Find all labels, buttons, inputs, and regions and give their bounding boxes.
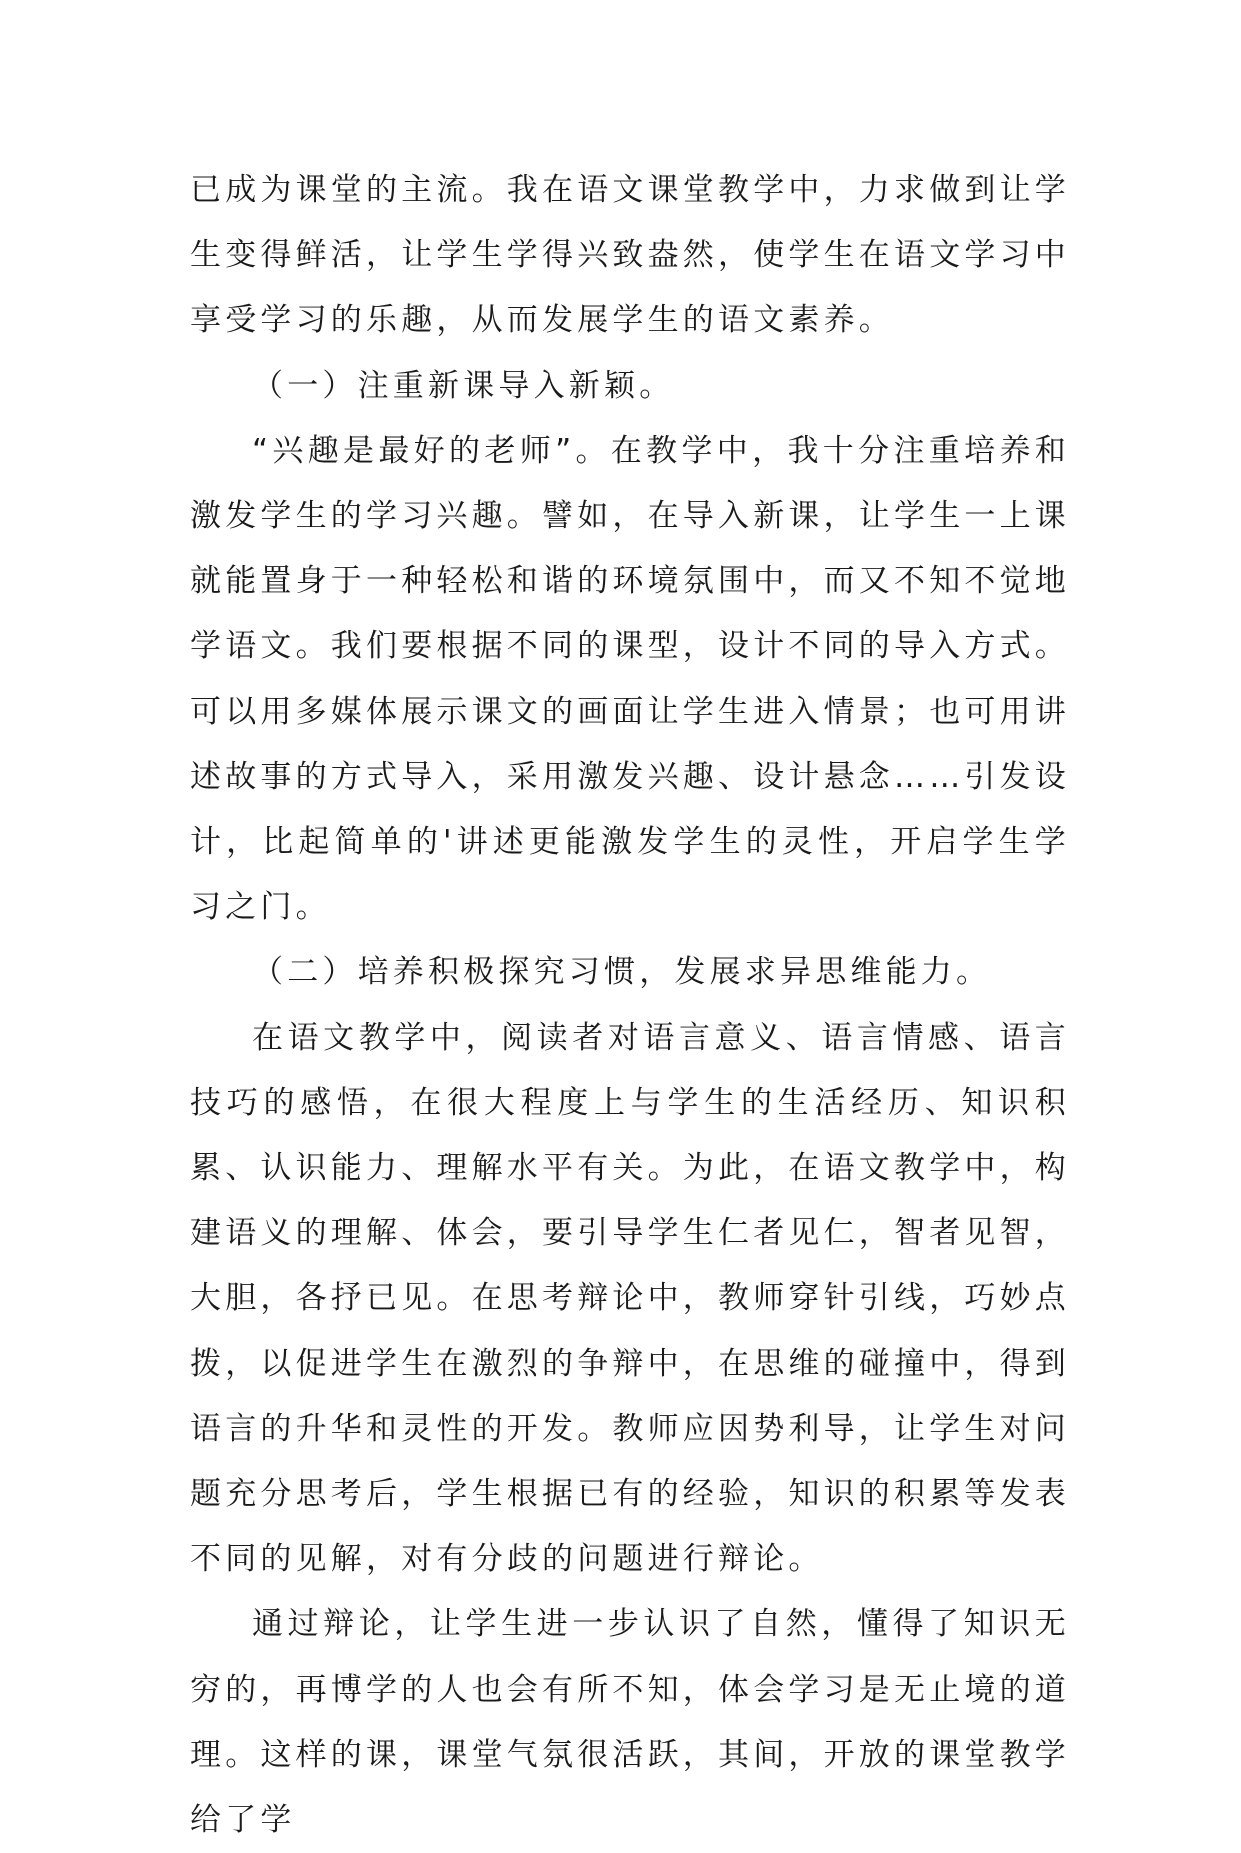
section-heading-2: （二）培养积极探究习惯，发展求异思维能力。 xyxy=(252,954,992,991)
paragraph-interest: “兴趣是最好的老师”。在教学中，我十分注重培养和激发学生的学习兴趣。譬如，在导入新课，让学生一上课就能置身于一种轻松和谐的环境氛围中，而又不知不觉地学语文。我们要根据不同的课型，设计不同的导入方式。可以用多媒体展示课文的画面让学生进入情景；也可用讲述故事的方式导入，采用激发兴趣、设计悬念……引发设计，比起简单的'讲述更能激发学生的灵性，开启学生学习之门。 xyxy=(190,432,1070,926)
paragraph-debate: 通过辩论，让学生进一步认识了自然，懂得了知识无穷的，再博学的人也会有所不知，体会学习是无止境的道理。这样的课，课堂气氛很活跃，其间，开放的课堂教学给了学 xyxy=(190,1606,1070,1839)
paragraph-inquiry: 在语文教学中，阅读者对语言意义、语言情感、语言技巧的感悟，在很大程度上与学生的生活经历、知识积累、认识能力、理解水平有关。为此，在语文教学中，构建语义的理解、体会，要引导学生仁者见仁，智者见智，大胆，各抒已见。在思考辩论中，教师穿针引线，巧妙点拨，以促进学生在激烈的争辩中，在思维的碰撞中，得到语言的升华和灵性的开发。教师应因势利导，让学生对问题充分思考后，学生根据已有的经验，知识的积累等发表不同的见解，对有分歧的问题进行辩论。 xyxy=(190,1019,1070,1578)
section-heading-1: （一）注重新课导入新颖。 xyxy=(252,367,675,404)
paragraph-continuation: 已成为课堂的主流。我在语文课堂教学中，力求做到让学生变得鲜活，让学生学得兴致盎然，使学生在语文学习中享受学习的乐趣，从而发展学生的语文素养。 xyxy=(190,172,1070,339)
document-body xyxy=(190,158,1070,1853)
